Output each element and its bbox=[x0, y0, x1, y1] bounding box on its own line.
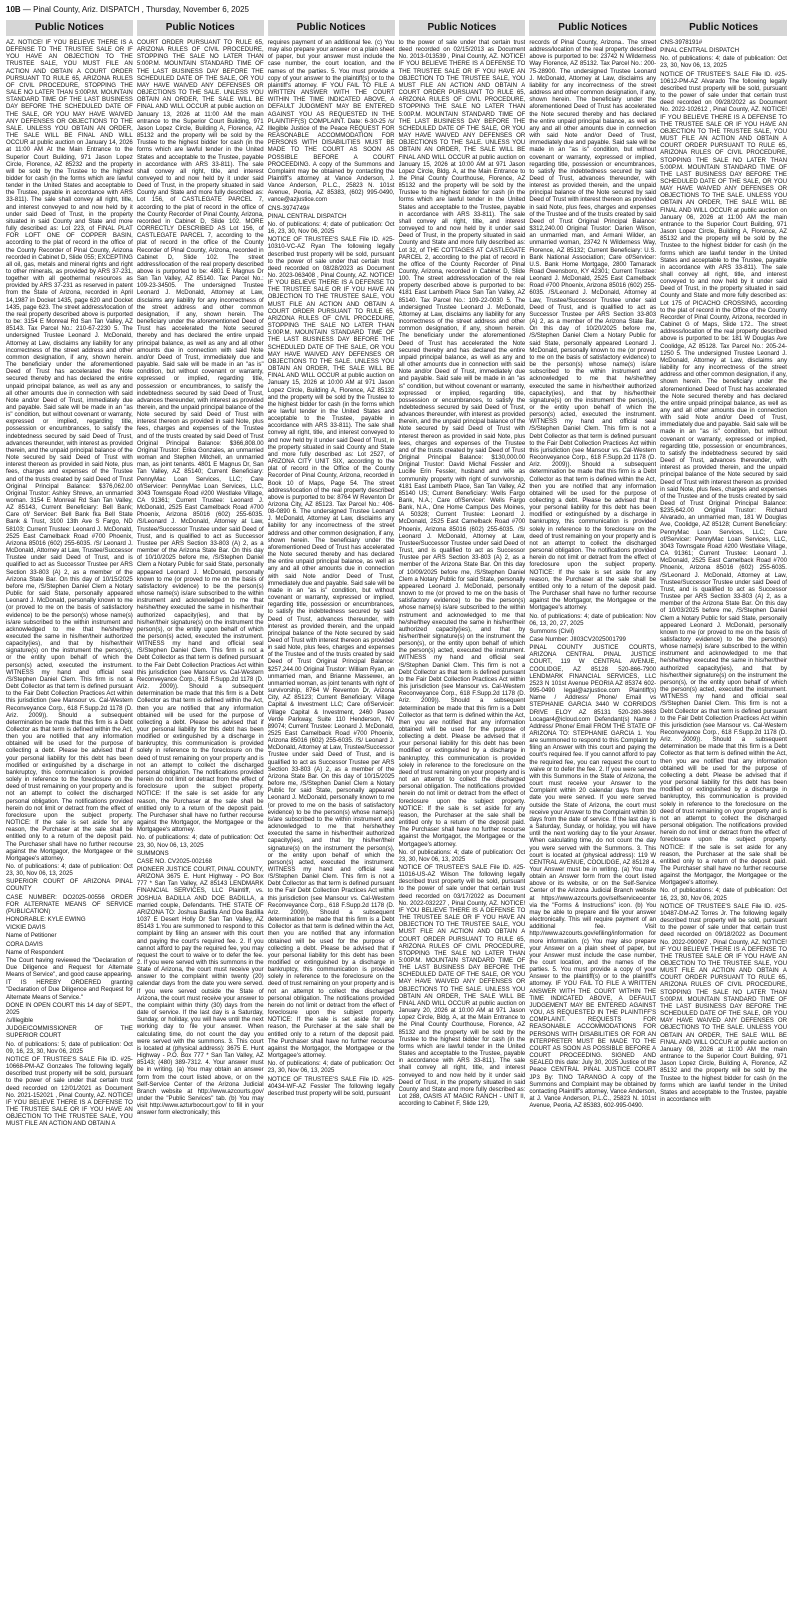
notice-paragraph: Name of Petitioner bbox=[6, 932, 57, 940]
notice-paragraph: CORA DAVIS bbox=[6, 940, 43, 948]
column-header: Public Notices bbox=[399, 20, 526, 36]
notice-paragraph: VICKIE DAVIS bbox=[6, 924, 46, 932]
notice-paragraph: CASE NO. CV2025-002168 bbox=[136, 857, 213, 865]
notice-paragraph: PINAL CENTRAL DISPATCH bbox=[660, 47, 740, 55]
column-text bbox=[268, 39, 395, 1097]
column-header: Public Notices bbox=[6, 20, 133, 36]
notice-paragraph: SUPERIOR COURT OF ARIZONA PINAL COUNTY bbox=[6, 878, 133, 893]
column-text bbox=[660, 39, 787, 1103]
notice-paragraph: No. of publications: 4; date of publication: Oct 23, 30, Nov 06, 13, 2025 bbox=[6, 862, 133, 878]
notice-paragraph: PIONEER JUSTICE COURT, PINAL COUNTY, ARIZONA 3675 E. Hunt Highway - PO Box 777 * San Tan Valley, AZ 85143 LENDMARK FINANCIAL SERVICES, LLC Plaintiff, vs. JOSHUA BADILLA AND DOE BADILLA, a married couple, Defendants. THE STATE OF ARIZONA TO: Joshua Badilla And Doe Badilla 1037 E Desert Holly Dr San Tan Valley, AZ 85143 1.You are summoned to respond to this complaint by filing an answer with this court and paying the court's required fee. 2. If you cannot afford to pay the required fee, you may request the court to waive or to defer the fee. 2. If you were served with this summons in the State of Arizona, the court must receive your answer to the complaint within twenty (20) calendar days from the date you were served. If you were served outside the State of Arizona, the court must receive your answer to the complaint within thirty (30) days from the date of service. If the last day is a Saturday, Sunday, or holiday, you will have until the next working day to file your answer. When calculating time, do not count the day you were served with the summons. 3. This court is located at (physical address): 3675 E. Hunt Highway - P.O. Box 777 * San Tan Valley, AZ 85143; (480) 389-7312. 4. Your answer must be in writing. (a) You may obtain an answer form from the court listed above, or on the Self-Service Center of the Arizona Judicial Branch website at http://www.azcourts.gov/ under the "Public Services" tab. (b) You may visit http://www.azturbocourt.gov/ to fill in your answer form electronically; this bbox=[136, 865, 264, 1117]
column-text bbox=[137, 39, 264, 1116]
notice-column-2 bbox=[137, 20, 264, 1616]
notice-paragraph: CNS-3978191# bbox=[660, 39, 703, 46]
notice-paragraph: NOTICE OF TRUSTEE'S SALE File ID. #25-10668-PM-AZ Gonzales The following legally described trust property will be sold, pursuant to the power of sale under that certain trust deed recorded on 12/01/2021 as Document No. 2021-152021 , Pinal County, AZ. NOTICE! IF YOU BELIEVE THERE IS A DEFENSE TO THE TRUSTEE SALE OR IF YOU HAVE AN OBJECTION TO THE TRUSTEE SALE, YOU MUST FILE AN ACTION AND OBTAIN A bbox=[6, 1055, 133, 1128]
notice-paragraph: /s/Illegible bbox=[6, 1017, 34, 1025]
notice-paragraph: AZ. NOTICE! IF YOU BELIEVE THERE IS A DEFENSE TO THE TRUSTEE SALE OR IF YOU HAVE AN OBJECTION TO THE TRUSTEE SALE, YOU MUST FILE AN ACTION AND OBTAIN A COURT ORDER PURSUANT TO RULE 65, ARIZONA RULES OF CIVIL PROCEDURE, STOPPING THE SALE NO LATER THAN 5:00P.M. MOUNTAIN STANDARD TIME OF THE LAST BUSINESS DAY BEFORE THE SCHEDULED DATE OF THE SALE, OR YOU MAY HAVE WAIVED ANY DEFENSES OR OBJECTIONS TO THE SALE. UNLESS YOU OBTAIN AN ORDER, THE SALE WILL BE FINAL AND WILL OCCUR at public auction on January 14, 2026 at 11:00 AM At the Main Entrance to the Superior Court Building, 971 Jason Lopez Circle, Florence, AZ 85232 and the property will be sold by the Trustee to the highest bidder for cash (in the forms which are lawful tender in the United States and acceptable to the Trustee, payable in accordance with ARS 33-811). The sale shall convey all right, title, and interest conveyed to and now held by it under said Deed of Trust, in the property situated in said County and State and more fully described as: Lot 223, of FINAL PLAT FOR LOFT ONE OF COPPER BASIN, according to the plat of record in the office of the County Recorder of Pinal County, Arizona recorded in Cabinet D, Slide 055; EXCEPTING all oil, gas, metals and mineral rights and right to other minerals, as provided by ARS 37-231, together with all geothermal resources as provided by ARS 37-231 as reserved in patent from the State of Arizona, recorded in April 14,1987 in Docket 1435, page 620 and Docket 1435, page 623. The street address/location of the real property described above is purported to be: 3154 E Monreal Rd San Tan Valley, AZ 85143. Tax Parcel No.: 210-67-2230 5. The undersigned Trustee Leonard J. McDonald, Attorney at Law, disclaims any liability for any incorrectness of the street address and other common designation, if any, shown herein. The beneficiary under the aforementioned Deed of Trust has accelerated the Note secured thereby and has declared the entire unpaid principal balance, as well as any and all other amounts due in connection with said Note and/or Deed of Trust, immediately due and payable. Said sale will be made in an "as is" condition, but without covenant or warranty, expressed or implied, regarding title, possession or encumbrances, to satisfy the indebtedness secured by said Deed of Trust, advances thereunder, with interest as provided therein, and the unpaid principal balance of the Note secured by said Deed of Trust with interest thereon as provided in said Note, plus fees, charges and expenses of the Trustee and of the trusts created by said Deed of Trust Original Principal Balance: $376,062.00 Original Trustor: Ashley Shreve, an unmarried woman. 3154 E Monreal Rd San Tan Valley, AZ 85143, Current Beneficiary: Bell Bank; Care of/ Servicer: Bell Bank fka Bell State Bank & Trust, 3100 13th Ave S Fargo, ND 58103; Current Trustee: Leonard J. McDonald, 2525 East Camelback Road #700 Phoenix, Arizona 85016 (602) 255-6035. /S/ Leonard J. McDonald, Attorney at Law, Trustee/Successor Trustee under said Deed of Trust, and is qualified to act as Successor Trustee per ARS Section 33-803 (A) 2, as a member of the Arizona State Bar. On this day of 10/15/2025 before me, /S/Stephen Daniel Clem a Notary Public for said State, personally appeared Leonard J. McDonald, personally known to me (or proved to me on the basis of satisfactory evidence) to be the person(s) whose name(s) is/are subscribed to the within instrument and acknowledged to me that he/she/they executed the same in his/her/their authorized capacity(ies), and that by his/her/their signature(s) on the instrument the person(s), or the entity upon behalf of which the person(s) acted, executed the instrument. WITNESS my hand and official seal /S/Stephen Daniel Clem. This firm is not a Debt Collector as that term is defined pursuant to the Fair Debt Collection Practices Act within this jurisdiction (see Mansour vs. Cal-Western Reconveyance Corp., 618 F.Supp.2d 1178 (D. Ariz. 2009)). Should a subsequent determination be made that this firm is a Debt Collector as that term is defined within the Act, then you are notified that any information obtained will be used for the purpose of collecting a debt. Please be advised that if your personal liability for this debt has been modified or extinguished by a discharge in bankruptcy, this communication is provided solely in reference to the foreclosure on the deed of trust remaining on your property and is not an attempt to collect the discharged personal obligation. The notifications provided herein do not limit or detract from the effect of foreclosure upon the subject property. NOTICE: If the sale is set aside for any reason, the Purchaser at the sale shall be entitled only to a return of the deposit paid. The Purchaser shall have no further recourse against the Mortgagor, the Mortgagee or the Mortgagee's attorney. bbox=[6, 39, 133, 862]
notice-paragraph: No. of publications: 4; date of publication: Oct 16, 23, 30, Nov 06, 2025 bbox=[267, 220, 395, 236]
notice-paragraph: CNS-3974749# bbox=[267, 204, 310, 212]
notice-column-1 bbox=[6, 20, 133, 1616]
column-text bbox=[399, 39, 526, 1107]
notice-paragraph: No. of publications: 4; date of publication: Oct 23, 30, Nov 06, 13, 2025 bbox=[136, 834, 264, 849]
masthead-sep-1: — bbox=[22, 5, 34, 14]
column-header: Public Notices bbox=[268, 20, 395, 36]
notice-paragraph: No. of publications: 4; date of publication: Oct 23, 30, Nov 06, 13, 2025 bbox=[660, 55, 787, 70]
publication-date: Thursday, November 6, 2025 bbox=[145, 5, 249, 14]
notice-paragraph: NOTICE OF TRUSTEE'S SALE File ID. #25-10487-DM-AZ Torres Jr. The following legally described trust property will be sold, pursuant to the power of sale under that certain trust deed recorded on 09/18/2022 as Document No. 2022-090087 , Pinal County, AZ. NOTICE! IF YOU BELIEVE THERE IS A DEFENSE TO THE TRUSTEE SALE OR IF YOU HAVE AN OBJECTION TO THE TRUSTEE SALE, YOU MUST FILE AN ACTION AND OBTAIN A COURT ORDER PURSUANT TO RULE 65, ARIZONA RULES OF CIVIL PROCEDURE, STOPPING THE SALE NO LATER THAN 5:00P.M. MOUNTAIN STANDARD TIME OF THE LAST BUSINESS DAY BEFORE THE SCHEDULED DATE OF THE SALE, OR YOU MAY HAVE WAIVED ANY DEFENSES OR OBJECTIONS TO THE SALE. UNLESS YOU OBTAIN AN ORDER, THE SALE WILL BE FINAL AND WILL OCCUR at public auction on January 08, 2026 at 11:00 AM the main entrance to the Superior Court Building, 971 Jason Lopez Circle, Building A, Florence, AZ 85132 and the property will be sold by the Trustee to the highest bidder for cash (in the forms which are lawful tender in the United States and acceptable to the Trustee, payable in accordance with bbox=[660, 902, 787, 1103]
notice-paragraph: NOTICE OF TRUSTEE'S SALE File ID. #25-10310-VC-AZ Ryan The following legally described trust property will be sold, pursuant to the power of sale under that certain trust deed recorded on 08/28/2023 as Document No. 2023-063408 , Pinal County, AZ. NOTICE! IF YOU BELIEVE THERE IS A DEFENSE TO THE TRUSTEE SALE OR IF YOU HAVE AN OBJECTION TO THE TRUSTEE SALE, YOU MUST FILE AN ACTION AND OBTAIN A COURT ORDER PURSUANT TO RULE 65, ARIZONA RULES OF CIVIL PROCEDURE, STOPPING THE SALE NO LATER THAN 5:00P.M. MOUNTAIN STANDARD TIME OF THE LAST BUSINESS DAY BEFORE THE SCHEDULED DATE OF THE SALE, OR YOU MAY HAVE WAIVED ANY DEFENSES OR OBJECTIONS TO THE SALE. UNLESS YOU OBTAIN AN ORDER, THE SALE WILL BE FINAL AND WILL OCCUR at public auction on January 15, 2026 at 10:00 AM at 971 Jason Lopez Circle, Building A, Florence, AZ 85132 and the property will be sold by the Trustee to the highest bidder for cash (in the forms which are lawful tender in the United States and acceptable to the Trustee, payable in accordance with ARS 33-811). The sale shall convey all right, title, and interest conveyed to and now held by it under said Deed of Trust, in the property situated in said County and State and more fully described as: Lot 2527, of ARIZONA CITY UNIT SIX, according to the plat of record in the Office of the County Recorder of Pinal County, Arizona, recorded in Book 10 of Maps, Page 54. The street address/location of the real property described above is purported to be: 8764 W Reventon Dr Arizona City, AZ 85123. Tax Parcel No.: 406-08-0890 6. The undersigned Trustee Leonard J. McDonald, Attorney at Law, disclaims any liability for any incorrectness of the street address and other common designation, if any, shown herein. The beneficiary under the aforementioned Deed of Trust has accelerated the Note secured thereby and has declared the entire unpaid principal balance, as well as any and all other amounts due in connection with said Note and/or Deed of Trust, immediately due and payable. Said sale will be made in an "as is" condition, but without covenant or warranty, expressed or implied, regarding title, possession or encumbrances, to satisfy the indebtedness secured by said Deed of Trust, advances thereunder, with interest as provided therein, and the unpaid principal balance of the Note secured by said Deed of Trust with interest thereon as provided in said Note, plus fees, charges and expenses of the Trustee and of the trusts created by said Deed of Trust Original Principal Balance: $257,244.00 Original Trustor: William Ryan, an unmarried man, and Brianne Masseweı, an unmarried woman, as joint tenants with right of survivorship, 8764 W Reventon Dr, Arizona City, AZ 85123; Current Beneficiary: Village Capital & Investment LLC; Care of/Servicer: Village Capital & Investment, 2460 Paseo Verde Parkway, Suite 110 Henderson, NV 89074; Current Trustee: Leonard J. McDonald, 2525 East Camelback Road #700 Phoenix, Arizona 85016 (602) 255-6035. /S/ Leonard J. McDonald, Attorney at Law, Trustee/Successor Trustee under said Deed of Trust, and is qualified to act as Successor Trustee per ARS Section 33-803 (A) 2, as a member of the Arizona State Bar. On this day of 10/15/2025 before me, /S/Stephen Daniel Clem a Notary Public for said State, personally appeared Leonard J. McDonald, personally known to me (or proved to me on the basis of satisfactory evidence) to be the person(s) whose name(s) is/are subscribed to the within instrument and acknowledged to me that he/she/they executed the same in his/her/their authorized capacity(ies), and that by his/her/their signature(s) on the instrument the person(s), or the entity upon behalf of which the person(s) acted, executed the instrument. WITNESS my hand and official seal /S/Stephen Daniel Clem. This firm is not a Debt Collector as that term is defined pursuant to the Fair Debt Collection Practices Act within this jurisdiction (see Mansour vs. Cal-Western Reconveyance Corp., 618 F.Supp.2d 1178 (D. Ariz. 2009)). Should a subsequent determination be made that this firm is a Debt Collector as that term is defined within the Act, then you are notified that any information obtained will be used for the purpose of collecting a debt. Please be advised that if your personal liability for this debt has been modified or extinguished by a discharge in bankruptcy, this communication is provided solely in reference to the foreclosure on the deed of trust remaining on your property and is not an attempt to collect the discharged personal obligation. The notifications provided herein do not limit or detract from the effect of foreclosure upon the subject property. NOTICE: If the sale is set aside for any reason, the Purchaser at the sale shall be entitled only to a return of the deposit paid. The Purchaser shall have no further recourse against the Mortgagor, the Mortgagee or the Mortgagee's attorney. bbox=[267, 236, 395, 1060]
notice-paragraph: Case Number: JII03CV2025001799 bbox=[529, 635, 626, 643]
notice-column-4 bbox=[399, 20, 526, 1616]
notice-paragraph: NOTICE OF TRUSTEE'S SALE File ID. #25-11016-US-AZ Wilson The following legally described trust property will be sold, pursuant to the power of sale under that certain trust deed recorded on 03/17/2022 as Document No. 2022-032227 , Pinal County, AZ. NOTICE! IF YOU BELIEVE THERE IS A DEFENSE TO THE TRUSTEE SALE OR IF YOU HAVE AN OBJECTION TO THE TRUSTEE SALE, YOU MUST FILE AN ACTION AND OBTAIN A COURT ORDER PURSUANT TO RULE 65, ARIZONA RULES OF CIVIL PROCEDURE, STOPPING THE SALE NO LATER THAN 5:00P.M. MOUNTAIN STANDARD TIME OF THE LAST BUSINESS DAY BEFORE THE SCHEDULED DATE OF THE SALE, OR YOU MAY HAVE WAIVED ANY DEFENSES OR OBJECTIONS TO THE SALE. UNLESS YOU OBTAIN AN ORDER, THE SALE WILL BE FINAL AND WILL OCCUR at public auction on January 20, 2026 at 10:00 AM at 971 Jason Lopez Circle, Bldg. A, at the Main Entrance to the Pinal County Courthouse, Florence, AZ 85132 and the property will be sold by the Trustee to the highest bidder for cash (in the forms which are lawful tender in the United States and acceptable to the Trustee, payable in accordance with ARS 33-811). The sale shall convey all right, title, and interest conveyed to and now held by it under said Deed of Trust, in the property situated in said County and State and more fully described as: Lot 288, OASIS AT MAGIC RANCH - UNIT II, according to Cabinet F, Slide 129, bbox=[398, 863, 526, 1108]
notice-paragraph: NOTICE OF TRUSTEE'S SALE File ID. #25-10612-PM-AZ Alvarado The following legally described trust property will be sold, pursuant to the power of sale under that certain trust deed recorded on 09/28/2022 as Document No. 2022-102612 , Pinal County, AZ. NOTICE! IF YOU BELIEVE THERE IS A DEFENSE TO THE TRUSTEE SALE OR IF YOU HAVE AN OBJECTION TO THE TRUSTEE SALE, YOU MUST FILE AN ACTION AND OBTAIN A COURT ORDER PURSUANT TO RULE 65, ARIZONA RULES OF CIVIL PROCEDURE, STOPPING THE SALE NO LATER THAN 5:00P.M. MOUNTAIN STANDARD TIME OF THE LAST BUSINESS DAY BEFORE THE SCHEDULED DATE OF THE SALE, OR YOU MAY HAVE WAIVED ANY DEFENSES OR OBJECTIONS TO THE SALE. UNLESS YOU OBTAIN AN ORDER, THE SALE WILL BE FINAL AND WILL OCCUR at public auction on January 06, 2026 at 11:00 AM the main entrance to the Superior Court Building, 971 Jason Lopez Circle, Building A, Florence, AZ 85132 and the property will be sold by the Trustee to the highest bidder for cash (in the forms which are lawful tender in the United States and acceptable to the Trustee, payable in accordance with ARS 33-811). The sale shall convey all right, title, and interest conveyed to and now held by it under said Deed of Trust, in the property situated in said County and State and more fully described as: Lot 175 of PICACHO CROSSING, according to the plat of record in the Office of the County Recorder of Pinal County, Arizona, recorded in Cabinet G of Maps, Slide 172.. The street address/location of the real property described above is purported to be: 181 W Douglas Ave Coolidge, AZ 85128. Tax Parcel No.: 205-24-1250 5. The undersigned Trustee Leonard J. McDonald, Attorney at Law, disclaims any liability for any incorrectness of the street address and other common designation, if any, shown herein. The beneficiary under the aforementioned Deed of Trust has accelerated the Note secured thereby and has declared the entire unpaid principal balance, as well as any and all other amounts due in connection with said Note and/or Deed of Trust, immediately due and payable. Said sale will be made in an "as is" condition, but without covenant or warranty, expressed or implied, regarding title, possession or encumbrances, to satisfy the indebtedness secured by said Deed of Trust, advances thereunder, with interest as provided therein, and the unpaid principal balance of the Note secured by said Deed of Trust with interest thereon as provided in said Note, plus fees, charges and expenses of the Trustee and of the trusts created by said Deed of Trust Original Principal Balance: $235,642.00 Original Trustor: Richard Alvarado, an unmarried man, 181 W Douglas Ave, Coolidge, AZ 85128; Current Beneficiary: PennyMac Loan Services, LLC; Care of/Servicer: PennyMac Loan Services, LLC, 3043 Townsgate Road #200 Westlake Village, CA 91361; Current Trustee: Leonard J. McDonald, 2525 East Camelback Road #700 Phoenix, Arizona 85016 (602) 255-6035. /S/Leonard J. McDonald, Attorney at Law, Trustee/Successor Trustee under said Deed of Trust, and is qualified to act as Successor Trustee per ARS Section 33-803 (A) 2, as a member of the Arizona State Bar. On this day of 10/03/2025 before me, /S/Stephen Daniel Clem a Notary Public for said State, personally appeared Leonard J. McDonald, personally known to me (or proved to me on the basis of satisfactory evidence) to be the person(s) whose name(s) is/are subscribed to the within instrument and acknowledged to me that he/she/they executed the same in his/her/their authorized capacity(ies), and that by his/her/their signature(s) on the instrument the person(s), or the entity upon behalf of which the person(s) acted, executed the instrument. WITNESS my hand and official seal /S/Stephen Daniel Clem. This firm is not a Debt Collector as that term is defined pursuant to the Fair Debt Collection Practices Act within this jurisdiction (see Mansour vs. Cal-Western Reconveyance Corp., 618 F.Supp.2d 1178 (D. Ariz. 2009)). Should a subsequent determination be made that this firm is a Debt Collector as that term is defined within the Act, then you are notified that any information obtained will be used for the purpose of collecting a debt. Please be advised that if your personal liability for this debt has been modified or extinguished by a discharge in bankruptcy, this communication is provided solely in reference to the foreclosure on the deed of trust remaining on your property and is not an attempt to collect the discharged personal obligation. The notifications provided herein do not limit or detract from the effect of foreclosure upon the subject property. NOTICE: If the sale is set aside for any reason, the Purchaser at the sale shall be entitled only to a return of the deposit paid. The Purchaser shall have no further recourse against the Mortgagor, the Mortgagee or the Mortgagee's attorney. bbox=[660, 70, 787, 887]
publication-name: Pinal County, Ariz. DISPATCH bbox=[33, 5, 140, 14]
notice-column-6 bbox=[660, 20, 787, 1616]
notice-paragraph: SUMMONS bbox=[136, 849, 169, 857]
column-header: Public Notices bbox=[529, 20, 656, 36]
page-masthead bbox=[6, 3, 786, 17]
notice-paragraph: The Court having reviewed the "Declaration of Due Diligence and Request for Alternate Means of Service", and good cause appearing, bbox=[6, 956, 133, 979]
column-header: Public Notices bbox=[660, 20, 787, 36]
notice-paragraph: PINAL CENTRAL DISPATCH bbox=[267, 212, 347, 220]
notice-column-3 bbox=[268, 20, 395, 1616]
notice-column-5 bbox=[529, 20, 656, 1616]
notice-paragraph: No. of publications: 4; date of publication: Oct 23, 30, Nov 06, 13, 2025 bbox=[267, 1060, 395, 1075]
notice-paragraph: HONORABLE: KYLE EWING bbox=[6, 916, 86, 924]
column-text bbox=[529, 39, 656, 1109]
notice-paragraph: DONE IN OPEN COURT this 14 day of SEPT., 2025 bbox=[6, 1001, 133, 1016]
notice-paragraph: COURT ORDER PURSUANT TO RULE 65, ARIZONA RULES OF CIVIL PROCEDURE, STOPPING THE SALE NO LATER THAN 5:00P.M. MOUNTAIN STANDARD TIME OF THE LAST BUSINESS DAY BEFORE THE SCHEDULED DATE OF THE SALE, OR YOU MAY HAVE WAIVED ANY DEFENSES OR OBJECTIONS TO THE SALE. UNLESS YOU OBTAIN AN ORDER, THE SALE WILL BE FINAL AND WILL OCCUR at public auction on January 13, 2026 at 11:00 AM the main entrance to the Superior Court Building, 971 Jason Lopez Circle, Building A, Florence, AZ 85132 and the property will be sold by the Trustee to the highest bidder for cash (in the forms which are lawful tender in the United States and acceptable to the Trustee, payable in accordance with ARS 33-811). The sale shall convey all right, title, and interest conveyed to and now held by it under said Deed of Trust, in the property situated in said County and State and more fully described as: Lot 156, of CASTLEGATE PARCEL 7, according to the plat of record in the office of the County Recorder of Pinal County, Arizona, recorded in Cabinet D, Slide 102. MORE CORRECTLY DESCRIBED AS Lot 156, of CASTLEGATE PARCEL 7, according to the plat of record in the office of the County Recorder of Pinal County, Arizona, recorded in Cabinet D, Slide 102. The street address/location of the real property described above is purported to be: 4801 E Magnus Dr San Tan Valley, AZ 85140. Tax Parcel No.: 109-23-34505. The undersigned Trustee Leonard J. McDonald, Attorney at Law, disclaims any liability for any incorrectness of the street address and other common designation, if any, shown herein. The beneficiary under the aforementioned Deed of Trust has accelerated the Note secured thereby and has declared the entire unpaid principal balance, as well as any and all other amounts due in connection with said Note and/or Deed of Trust, immediately due and payable. Said sale will be made in an "as is" condition, but without covenant or warranty, expressed or implied, regarding title, possession or encumbrances, to satisfy the indebtedness secured by said Deed of Trust, advances thereunder, with interest as provided therein, and the unpaid principal balance of the Note secured by said Deed of Trust with interest thereon as provided in said Note, plus fees, charges and expenses of the Trustee and of the trusts created by said Deed of Trust Original Principal Balance: $366,808.00 Original Trustor: Erika Gonzales, an unmarried woman and Stephen Mitchell, an unmarried man, as joint tenants. 4801 E Magnus Dr, San Tan Valley, AZ 85140; Current Beneficiary: PennyMac Loan Services, LLC; Care of/Servicer: PennyMac Loan Services, LLC, 3043 Townsgate Road #200 Westlake Village, CA 91361; Current Trustee: Leonard J. McDonald, 2525 East Camelback Road #700 Phoenix, Arizona 85016 (602) 255-6035. /S/Leonard J. McDonald, Attorney at Law, Trustee/Successor Trustee under said Deed of Trust, and is qualified to act as Successor Trustee per ARS Section 33-803 (A) 2, as a member of the Arizona State Bar. On this day of 10/10/2025 before me, /S/Stephen Daniel Clem a Notary Public for said State, personally appeared Leonard J. McDonald, personally known to me (or proved to me on the basis of satisfactory evidence) to be the person(s) whose name(s) is/are subscribed to the within instrument and acknowledged to me that he/she/they executed the same in his/her/their authorized capacity(ies), and that by his/her/their signature(s) on the instrument the person(s), or the entity upon behalf of which the person(s) acted, executed the instrument. WITNESS my hand and official seal /S/Stephen Daniel Clem. This firm is not a Debt Collector as that term is defined pursuant to the Fair Debt Collection Practices Act within this jurisdiction (see Mansour vs. Cal-Western Reconveyance Corp., 618 F.Supp.2d 1178 (D. Ariz. 2009)). Should a subsequent determination be made that this firm is a Debt Collector as that term is defined within the Act, then you are notified that any information obtained will be used for the purpose of collecting a debt. Please be advised that if your personal liability for this debt has been modified or extinguished by a discharge in bankruptcy, this communication is provided solely in reference to the foreclosure on the deed of trust remaining on your property and is not an attempt to collect the discharged personal obligation. The notifications provided herein do not limit or detract from the effect of foreclosure upon the subject property. NOTICE: If the sale is set aside for any reason, the Purchaser at the sale shall be entitled only to a return of the deposit paid. The Purchaser shall have no further recourse against the Mortgagor, the Mortgagee or the Mortgagee's attorney. bbox=[136, 39, 264, 834]
notice-paragraph: No. of publications: 4; date of publication: Oct 23, 30, Nov 06, 13, 2025 bbox=[398, 848, 526, 863]
notice-paragraph: Name of Respondent bbox=[6, 948, 64, 956]
column-header: Public Notices bbox=[137, 20, 264, 36]
notice-paragraph: No. of publications: 4; date of publication: Oct 16, 23, 30, Nov 06, 2025 bbox=[660, 887, 787, 902]
column-text bbox=[6, 39, 133, 1127]
notice-paragraph: No. of publications: 5; date of publication: Oct 09, 16, 23, 30, Nov 06, 2025 bbox=[6, 1040, 133, 1055]
page-number: 10B bbox=[6, 5, 21, 14]
notices-grid bbox=[6, 20, 787, 1616]
notice-paragraph: CASE NUMBER: DO2025-00556 ORDER FOR ALTERNATE MEANS OF SERVICE (PUBLICATION) bbox=[6, 893, 133, 915]
notice-paragraph: Summons (Civil) bbox=[529, 627, 575, 635]
notice-paragraph: NOTICE OF TRUSTEE'S SALE File ID. #25-40434-WF-AZ Fessler The following legally described trust property will be sold, pursuant bbox=[267, 1075, 395, 1097]
notice-paragraph: records of Pinal County, Arizona.. The street address/location of the real property described above is purported to be: 23742 N Wilderness Way Florence, AZ 85132. Tax Parcel No.: 200-75-28900. The undersigned Trustee Leonard J. McDonald, Attorney at Law, disclaims any liability for any incorrectness of the street address and other common designation, if any, shown herein. The beneficiary under the aforementioned Deed of Trust has accelerated the Note secured thereby and has declared the entire unpaid principal balance, as well as any and all other amounts due in connection with said Note and/or Deed of Trust, immediately due and payable. Said sale will be made in an "as is" condition, but without covenant or warranty, expressed or implied, regarding title, possession or encumbrances, to satisfy the indebtedness secured by said Deed of Trust, advances thereunder, with interest as provided therein, and the unpaid principal balance of the Note secured by said Deed of Trust with interest thereon as provided in said Note, plus fees, charges and expenses of the Trustee and of the trusts created by said Deed of Trust Original Principal Balance: $312,240.00 Original Trustor: Darien Wilson, an unmarried man, and Armani Wilder, an unmarried woman, 23742 N Wilderness Way, Florence, AZ 85132; Current Beneficiary: U.S. Bank National Association; Care of/Servicer: U.S. Bank Home Mortgage, 2800 Tamarack Road Owensboro, KY 42301; Current Trustee: Leonard J. McDonald, 2525 East Camelback Road #700 Phoenix, Arizona 85016 (602) 255-6035. /S/Leonard J. McDonald, Attorney at Law, Trustee/Successor Trustee under said Deed of Trust, and is qualified to act as Successor Trustee per ARS Section 33-803 (A) 2, as a member of the Arizona State Bar. On this day of 10/20/2025 before me, /S/Stephen Daniel Clem a Notary Public for said State, personally appeared Leonard J. McDonald, personally known to me (or proved to me on the basis of satisfactory evidence) to be the person(s) whose name(s) is/are subscribed to the within instrument and acknowledged to me that he/she/they executed the same in his/her/their authorized capacity(ies), and that by his/her/their signature(s) on the instrument the person(s), or the entity upon behalf of which the person(s) acted, executed the instrument. WITNESS my hand and official seal /S/Stephen Daniel Clem. This firm is not a Debt Collector as that term is defined pursuant to the Fair Debt Collection Practices Act within this jurisdiction (see Mansour vs. Cal-Western Reconveyance Corp., 618 F.Supp.2d 1178 (D. Ariz. 2009)). Should a subsequent determination be made that this firm is a Debt Collector as that term is defined within the Act, then you are notified that any information obtained will be used for the purpose of collecting a debt. Please be advised that if your personal liability for this debt has been modified or extinguished by a discharge in bankruptcy, this communication is provided solely in reference to the foreclosure on the deed of trust remaining on your property and is not an attempt to collect the discharged personal obligation. The notifications provided herein do not limit or detract from the effect of foreclosure upon the subject property. NOTICE: If the sale is set aside for any reason, the Purchaser at the sale shall be entitled only to a return of the deposit paid. The Purchaser shall have no further recourse against the Mortgagor, the Mortgagee or the Mortgagee's attorney. bbox=[529, 39, 657, 612]
masthead-sep-2: , bbox=[141, 5, 146, 14]
notice-paragraph: requires payment of an additional fee. (c) You may also prepare your answer on a plain sheet of paper, but your answer must include the case number, the court location, and the names of the parties. 5. You must provide a copy of your answer to the plaintiff(s) or to the plaintiff's attorney. IF YOU FAIL TO FILE A WRITTEN ANSWER WITH THE COURT WITHIN THE TIME INDICATED ABOVE, A DEFAULT JUDGMENT MAY BE ENTERED AGAINST YOU AS REQUESTED IN THE PLAINTIFF(S) COMPLAINT. Date: 6-30-25 /s/ Illegible Justice of the Peace REQUEST FOR REASONABLE ACCOMMODATION FOR PERSONS WITH DISABILITIES MUST BE MADE TO THE COURT AS SOON AS POSSIBLE BEFORE A COURT PROCEEDING. A copy of the Summons and Complaint may be obtained by contacting the Plaintiff's attorney at Vance Anderson, J. Vance Anderson, P.L.C., 25823 N. 101st Avenue, Peoria, AZ 85383, (602) 995-0490, vance@azjustice.com bbox=[267, 39, 395, 204]
notice-paragraph: No. of publications: 4; date of publication: Nov 06, 13, 20, 27, 2025 bbox=[529, 612, 657, 627]
notice-paragraph: IT IS HEREBY ORDERED granting "Declaration of Due Diligence and Request for Alternate Means of Service." bbox=[6, 979, 133, 1001]
notice-paragraph: JUDGE/COMMISSIONER OF THE SUPERIOR COURT bbox=[6, 1025, 133, 1040]
notice-paragraph: to the power of sale under that certain trust deed recorded on 02/15/2013 as Document No. 2013-013539 , Pinal County, AZ. NOTICE! IF YOU BELIEVE THERE IS A DEFENSE TO THE TRUSTEE SALE OR IF YOU HAVE AN OBJECTION TO THE TRUSTEE SALE, YOU MUST FILE AN ACTION AND OBTAIN A COURT ORDER PURSUANT TO RULE 65, ARIZONA RULES OF CIVIL PROCEDURE, STOPPING THE SALE NO LATER THAN 5:00P.M. MOUNTAIN STANDARD TIME OF THE LAST BUSINESS DAY BEFORE THE SCHEDULED DATE OF THE SALE, OR YOU MAY HAVE WAIVED ANY DEFENSES OR OBJECTIONS TO THE SALE. UNLESS YOU OBTAIN AN ORDER, THE SALE WILL BE FINAL AND WILL OCCUR at public auction on January 15, 2026 at 10:00 AM at 971 Jason Lopez Circle, Bldg. A, at the Main Entrance to the Pinal County Courthouse, Florence, AZ 85132 and the property will be sold by the Trustee to the highest bidder for cash (in the forms which are lawful tender in the United States and acceptable to the Trustee, payable in accordance with ARS 33-811). The sale shall convey all right, title, and interest conveyed to and now held by it under said Deed of Trust, in the property situated in said County and State and more fully described as: Lot 32, of THE COTTAGES AT CASTLEGATE PARCEL 2, according to the plat of record in the office of the County Recorder of Pinal County, Arizona, recorded in Cabinet D, Slide 100. The street address/location of the real property described above is purported to be: 4181 East Lambeth Place San Tan Valley, AZ 85140. Tax Parcel No.: 109-22-0030 5. The undersigned Trustee Leonard J. McDonald, Attorney at Law, disclaims any liability for any incorrectness of the street address and other common designation, if any, shown herein. The beneficiary under the aforementioned Deed of Trust has accelerated the Note secured thereby and has declared the entire unpaid principal balance, as well as any and all other amounts due in connection with said Note and/or Deed of Trust, immediately due and payable. Said sale will be made in an "as is" condition, but without covenant or warranty, expressed or implied, regarding title, possession or encumbrances, to satisfy the indebtedness secured by said Deed of Trust, advances thereunder, with interest as provided therein, and the unpaid principal balance of the Note secured by said Deed of Trust with interest thereon as provided in said Note, plus fees, charges and expenses of the Trustee and of the trusts created by said Deed of Trust Original Principal Balance: $130,000.00 Original Trustor: David Michal Fessler and Lucille Erin Fessler, husband and wife as community property with right of survivorship, 4181 East Lambeth Place, San Tan Valley, AZ 85140 US; Current Beneficiary: Wells Fargo Bank, N.A.; Care of/Servicer: Wells Fargo Bank, N.A., One Home Campus Des Moines, IA 50328; Current Trustee: Leonard J. McDonald, 2525 East Camelback Road #700 Phoenix, Arizona 85016 (602) 255-6035. /S/ Leonard J. McDonald, Attorney at Law, Trustee/Successor Trustee under said Deed of Trust, and is qualified to act as Successor Trustee per ARS Section 33-803 (A) 2, as a member of the Arizona State Bar. On this day of 10/09/2025 before me, /S/Stephen Daniel Clem a Notary Public for said State, personally appeared Leonard J. McDonald, personally known to me (or proved to me on the basis of satisfactory evidence) to be the person(s) whose name(s) is/are subscribed to the within instrument and acknowledged to me that he/she/they executed the same in his/her/their authorized capacity(ies), and that by his/her/their signature(s) on the instrument the person(s), or the entity upon behalf of which the person(s) acted, executed the instrument. WITNESS my hand and official seal /S/Stephen Daniel Clem. This firm is not a Debt Collector as that term is defined pursuant to the Fair Debt Collection Practices Act within this jurisdiction (see Mansour vs. Cal-Western Reconveyance Corp., 618 F.Supp.2d 1178 (D. Ariz. 2009)). Should a subsequent determination be made that this firm is a Debt Collector as that term is defined within the Act, then you are notified that any information obtained will be used for the purpose of collecting a debt. Please be advised that if your personal liability for this debt has been modified or extinguished by a discharge in bankruptcy, this communication is provided solely in reference to the foreclosure on the deed of trust remaining on your property and is not an attempt to collect the discharged personal obligation. The notifications provided herein do not limit or detract from the effect of foreclosure upon the subject property. NOTICE: If the sale is set aside for any reason, the Purchaser at the sale shall be entitled only to a return of the deposit paid. The Purchaser shall have no further recourse against the Mortgagor, the Mortgagee or the Mortgagee's attorney. bbox=[398, 39, 526, 848]
notice-paragraph: PINAL COUNTY JUSTICE COURTS, ARIZONA CENTRAL PINAL JUSTICE COURT, 119 W CENTRAL AVENUE, COOLIDGE, AZ 85128 520-866-7900 LENDMARK FINANCIAL SERVICES, LLC 2523 N 101st Avenue PEORIA AZ 85374 602-995-0490 legal@azjustice.com Plaintiff(s) Name / Address/ Phone/ Email vs STEPHANIE GARCIA 3440 W CORRIDOS DRIVE ELOY AZ 85131 520-280-3663 Locagar4@icloud.com Defendant(s) Name / Address/ Phone/ Email FROM THE STATE OF ARIZONA TO: STEPHANIE GARCIA 1. You are summoned to respond to this Complaint by filing an Answer with this court and paying the court's required fee. If you cannot afford to pay the required fee, you can request the court to waive or to defer the fee. 2. If you were served with this Summons in the State of Arizona, the court must receive your Answer to the Complaint within 20 calendar days from the date you were served. If you were served outside the State of Arizona, the court must receive your Answer to the Complaint within 30 days from the date of service. If the last day is a Saturday, Sunday, or holiday, you will have until the next working day to file your Answer. When calculating time, do not count the day you were served with the Summons. 3. This court is located at (physical address): 119 W CENTRAL AVENUE, COOLIDGE, AZ 85128 4. Your Answer must be in writing. (a) You may obtain an Answer form from the court listed above or its website, or on the Self-Service Center of the Arizona Judicial Branch website at https://www.azcourts.gov/selfservicecenter via the "Forms & Instructions" icon. (b) You may be able to prepare and file your answer electronically. This will require payment of an additional fee. Visit http://www.azcourts.gov/efiling/information for more information. (c) You may also prepare your Answer on a plain sheet of paper, but your Answer must include the case number, the court location, and the names of the parties. 5. You must provide a copy of your Answer to the plaintiff(s) or to the plaintiff's attorney. IF YOU FAIL TO FILE A WRITTEN ANSWER WITH THE COURT WITHIN THE TIME INDICATED ABOVE, A DEFAULT JUDGEMENT MAY BE ENTERED AGAINST YOU, AS REQUESTED IN THE PLAINTIFF'S COMPLAINT. REQUESTS FOR REASONABLE ACCOMMODATIONS FOR PERSONS WITH DISABILITIES OR FOR AN INTERPRETER MUST BE MADE TO THE COURT AS SOON AS POSSIBLE BEFORE A COURT PROCEEDING. SIGNED AND SEALED this date: July 30, 2025 Justice of the Peace CENTRAL PINAL JUSTICE COURT JP3 By: TINO TARANGO A copy of the Summons and Complaint may be obtained by contacting Plaintiff's attorney, Vance Anderson, at J. Vance Anderson, P.L.C., 25823 N. 101st Avenue, Peoria, AZ 85383, 602-995-0490. bbox=[529, 644, 657, 1110]
